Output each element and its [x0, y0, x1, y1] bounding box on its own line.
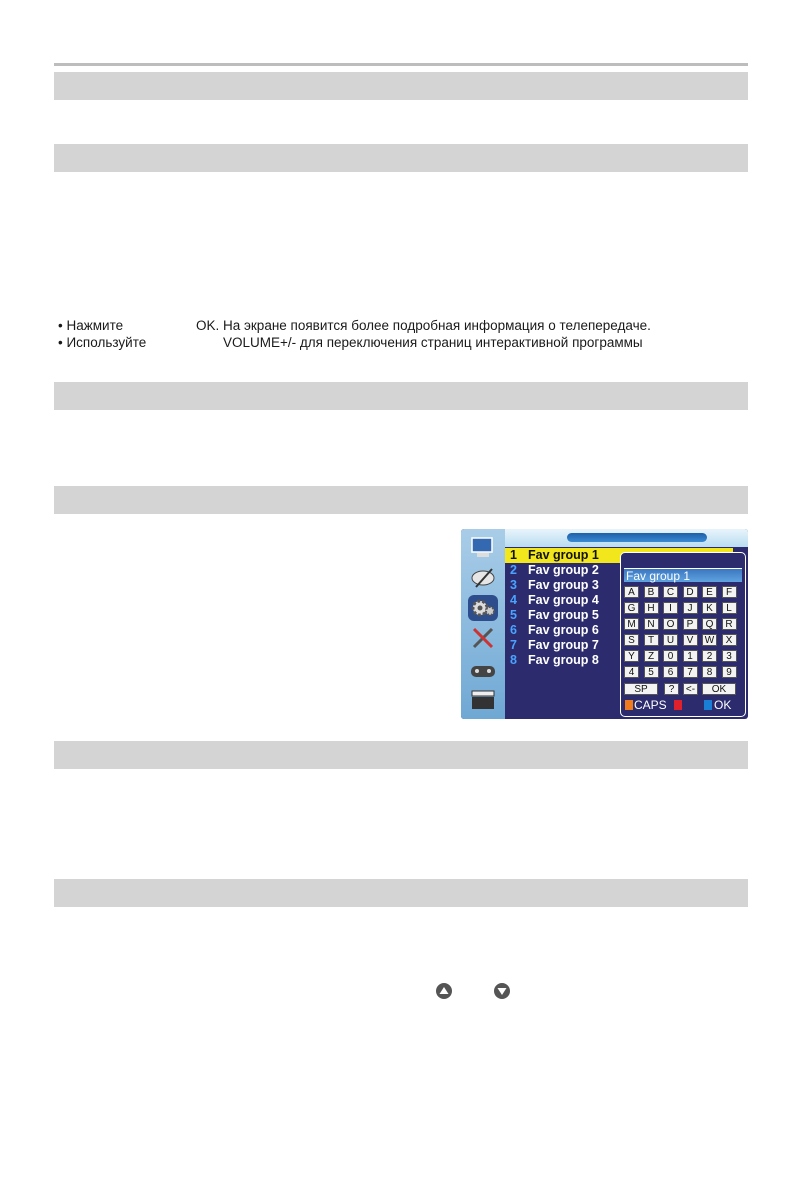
bullet-label: • Нажмите: [58, 318, 124, 333]
item-name: Fav group 6: [528, 623, 599, 637]
bullet-text: OK. На экране появится более подробная информация о телепередаче.: [196, 318, 651, 333]
keyboard-key[interactable]: X: [722, 634, 737, 646]
keyboard-key[interactable]: F: [722, 586, 737, 598]
keyboard-key[interactable]: 7: [683, 666, 698, 678]
item-name: Fav group 1: [528, 548, 599, 562]
gamepad-icon: [468, 657, 498, 683]
osd-top-bar: [505, 529, 748, 547]
key-backspace[interactable]: <-: [683, 683, 698, 695]
keyboard-key[interactable]: C: [663, 586, 678, 598]
item-name: Fav group 2: [528, 563, 599, 577]
keyboard-key[interactable]: Y: [624, 650, 639, 662]
item-name: Fav group 7: [528, 638, 599, 652]
section-bar-6: [54, 879, 748, 907]
keyboard-key[interactable]: 2: [702, 650, 717, 662]
keyboard-key[interactable]: R: [722, 618, 737, 630]
section-bar-5: [54, 741, 748, 769]
item-number: 3: [510, 578, 517, 592]
item-number: 8: [510, 653, 517, 667]
keyboard-key[interactable]: N: [644, 618, 659, 630]
ok-label[interactable]: OK: [714, 698, 732, 712]
on-screen-keyboard: [620, 552, 746, 717]
keyboard-key[interactable]: P: [683, 618, 698, 630]
keyboard-title-field[interactable]: Fav group 1: [624, 568, 742, 582]
monitor-icon: [468, 535, 498, 561]
keyboard-key[interactable]: 0: [663, 650, 678, 662]
orange-key-icon: [625, 700, 633, 710]
section-bar-4: [54, 486, 748, 514]
key-ok[interactable]: OK: [702, 683, 736, 695]
item-number: 5: [510, 608, 517, 622]
clapperboard-icon: [468, 687, 498, 713]
keyboard-key[interactable]: K: [702, 602, 717, 614]
item-name: Fav group 3: [528, 578, 599, 592]
keyboard-key[interactable]: T: [644, 634, 659, 646]
keyboard-key[interactable]: J: [683, 602, 698, 614]
keyboard-key[interactable]: D: [683, 586, 698, 598]
item-number: 4: [510, 593, 517, 607]
keyboard-key[interactable]: O: [663, 618, 678, 630]
keyboard-key[interactable]: V: [683, 634, 698, 646]
keyboard-key[interactable]: 6: [663, 666, 678, 678]
keyboard-key[interactable]: G: [624, 602, 639, 614]
keyboard-key[interactable]: 3: [722, 650, 737, 662]
arrow-down-icon: [494, 983, 510, 999]
settings-gear-icon: [468, 595, 498, 621]
keyboard-key[interactable]: I: [663, 602, 678, 614]
item-number: 2: [510, 563, 517, 577]
bullet-label: • Используйте: [58, 335, 147, 350]
keyboard-footer: [624, 698, 742, 712]
keyboard-key[interactable]: W: [702, 634, 717, 646]
keyboard-key[interactable]: H: [644, 602, 659, 614]
section-bar-3: [54, 382, 748, 410]
keyboard-key[interactable]: Z: [644, 650, 659, 662]
red-key-icon: [674, 700, 682, 710]
keyboard-key[interactable]: 1: [683, 650, 698, 662]
item-number: 1: [510, 548, 517, 562]
keyboard-key[interactable]: E: [702, 586, 717, 598]
keyboard-key[interactable]: 4: [624, 666, 639, 678]
keyboard-key[interactable]: L: [722, 602, 737, 614]
section-bar-2: [54, 144, 748, 172]
caps-label[interactable]: CAPS: [634, 698, 667, 712]
keyboard-key[interactable]: 8: [702, 666, 717, 678]
keyboard-key[interactable]: Q: [702, 618, 717, 630]
item-name: Fav group 4: [528, 593, 599, 607]
keyboard-key[interactable]: A: [624, 586, 639, 598]
keyboard-key[interactable]: S: [624, 634, 639, 646]
item-number: 6: [510, 623, 517, 637]
tools-icon: [468, 625, 498, 651]
osd-title-pill: [567, 533, 707, 542]
keyboard-key[interactable]: 5: [644, 666, 659, 678]
osd-favourite-rename-screenshot: [461, 529, 748, 719]
item-name: Fav group 8: [528, 653, 599, 667]
section-bar-1: [54, 72, 748, 100]
satellite-dish-icon: [468, 565, 498, 591]
blue-key-icon: [704, 700, 712, 710]
key-space[interactable]: SP: [624, 683, 658, 695]
osd-sidebar: [461, 529, 505, 719]
keyboard-key[interactable]: U: [663, 634, 678, 646]
item-name: Fav group 5: [528, 608, 599, 622]
top-rule: [54, 63, 748, 66]
key-question[interactable]: ?: [664, 683, 679, 695]
item-number: 7: [510, 638, 517, 652]
arrow-up-icon: [436, 983, 452, 999]
keyboard-key[interactable]: B: [644, 586, 659, 598]
bullet-text: VOLUME+/- для переключения страниц интерактивной программы: [223, 335, 643, 350]
keyboard-key[interactable]: 9: [722, 666, 737, 678]
keyboard-key[interactable]: M: [624, 618, 639, 630]
